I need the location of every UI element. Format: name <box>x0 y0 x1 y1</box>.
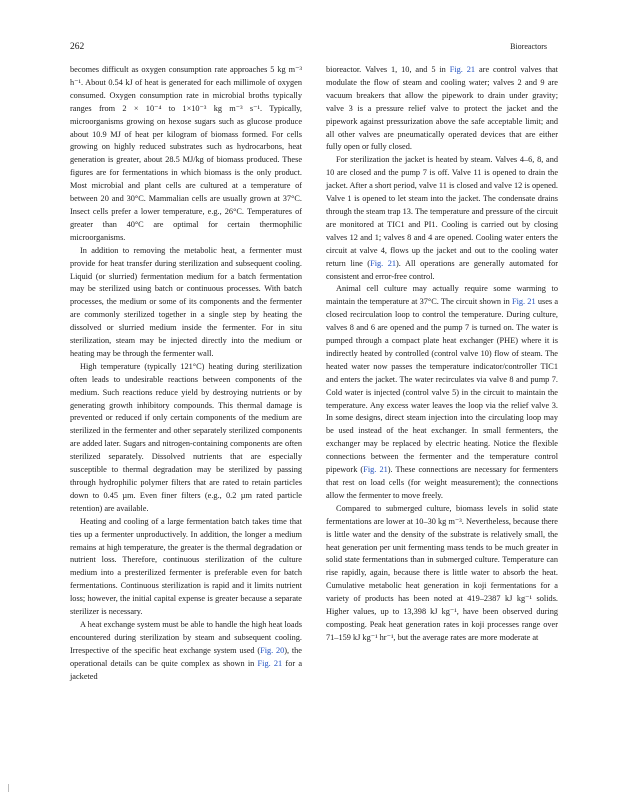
figure-reference[interactable]: Fig. 21 <box>449 65 476 74</box>
paragraph: Animal cell culture may actually require some warming to maintain the temperature at 37°C. The circuit shown in Fig. 21 uses a closed recirculation loop to control the temperature. During culture, valves 8 and 6 are opened and the pump 7 is turned on. The water is pumped through a compact plate heat exchanger (PHE) where it is indirectly heated by controlled (control valve 10) flow of steam. The heated water now passes the temperature indicator/controller TIC1 and enters the jacket. The water recirculates via valve 8 and pump 7. Cold water is injected (control valve 5) in the circuit to maintain the temperature. Any excess water leaves the loop via the relief valve 3. In some designs, direct steam injection into the circulating loop may be used instead of the heat exchanger. In small fermenters, the exchanger may be replaced by electric heating. Notice the flexible connections between the fermenter and the temperature control pipework (Fig. 21). These connections are necessary for fermenters that rest on load cells (for weight measurement); the connections allow the fermenter to move freely. <box>326 284 558 500</box>
paragraph: High temperature (typically 121°C) heating during sterilization often leads to undesirable reactions between components of the medium. Such reactions reduce yield by destroying nutrients or by generating growth inhibitory compounds. This thermal damage is prevented or reduced if only certain components of the medium are sterilized in the fermenter and other separately sterilized components are added later. Sugars and nitrogen-containing components are often sterilized separately. Dissolved nutrients that are especially susceptible to thermal degradation may be sterilized by passing through hydrophilic polymer filters that are rated to retain particles down to 0.45 µm. Even finer filters (e.g., 0.2 µm rated particle retention) are available. <box>70 361 302 513</box>
running-title: Bioreactors <box>510 42 547 51</box>
paragraph: bioreactor. Valves 1, 10, and 5 in Fig. 21 are control valves that modulate the flow of steam and cooling water; valves 2 and 9 are vacuum breakers that allow the pipework to drain under gravity; valve 3 is a pressure relief valve to protect the jacket and the pipework against pressurization above the safe acceptable limit; and all other valves are pneumatically operated devices that are either fully open or fully closed. <box>326 65 558 152</box>
paragraph: Heating and cooling of a large fermentation batch takes time that ties up a fermenter unproductively. In addition, the longer a medium remains at high temperature, the greater is the thermal degradation or nutrient loss. Therefore, continuous sterilization of the culture medium into a presterilized fermenter is preferable even for batch fermentations. Continuous sterilization is rapid and it limits nutrient loss; however, the initial capital expense is greater because a separate sterilizer is necessary. <box>70 516 302 617</box>
paragraph: becomes difficult as oxygen consumption rate approaches 5 kg m⁻³ h⁻¹. About 0.54 kJ of heat is generated for each millimole of oxygen consumed. Oxygen consumption rate in microbial broths typically ranges from 2 × 10⁻⁴ to 1×10⁻³ kg m⁻³ s⁻¹. Typically, microorganisms growing on hexose sugars such as glucose produce about 10.9 MJ of heat per kilogram of biomass formed. For cells growing on highly reduced substrates such as hydrocarbons, heat generation is greater, about 28.5 MJ/kg of biomass produced. These figures are for fermentations in which biomass is the only product. Most microbial and plant cells are cultured at a temperature of between 20 and 30°C. Mammalian cells are usually grown at 37°C. Insect cells prefer a lower temperature, e.g., 26°C. Temperatures of greater than 40°C are optimal for certain thermophilic microorganisms. <box>70 65 302 242</box>
figure-reference[interactable]: Fig. 21 <box>363 465 388 475</box>
paragraph: In addition to removing the metabolic heat, a fermenter must provide for heat transfer during sterilization and subsequent cooling. Liquid (or slurried) fermentation medium for a batch fermentation may be sterilized using batch or continuous processes. With batch processes, the medium or some of its components and the fermenter are commonly sterilized together in a single step by heating the dissolved or slurried medium inside the fermenter. For in situ sterilization, steam may be injected directly into the medium or heating may be through the fermenter wall. <box>70 245 302 358</box>
left-column <box>70 64 302 684</box>
figure-reference[interactable]: Fig. 21 <box>511 297 536 307</box>
figure-reference[interactable]: Fig. 21 <box>257 658 283 668</box>
page-header <box>70 40 547 54</box>
paragraph: A heat exchange system must be able to handle the high heat loads encountered during sterilization by steam and subsequent cooling. Irrespective of the specific heat exchange system used (Fig. 20), the operational details can be quite complex as shown in Fig. 21 for a jacketed <box>70 619 303 681</box>
paragraph: Compared to submerged culture, biomass levels in solid state fermentations are lower at 10–30 kg m⁻³. Nevertheless, because there is little water and the density of the substrate is relatively small, the heat generation per unit fermenting mass tends to be much greater in solid state fermentations than in submerged culture. Temperature can rise rapidly, again, because there is little water to absorb the heat. Cumulative metabolic heat generation in koji fermentations for a variety of products has been noted at 419–2387 kJ kg⁻¹ solids. Higher values, up to 13,398 kJ kg⁻¹, have been observed during composting. Peak heat generation rates in koji processes range over 71–159 kJ kg⁻¹ hr⁻¹, but the average rates are more moderate at <box>326 503 558 642</box>
page-number: 262 <box>70 42 85 52</box>
paragraph: For sterilization the jacket is heated by steam. Valves 4–6, 8, and 10 are closed and the pump 7 is off. Valve 11 is opened to drain the jacket. After a short period, valve 11 is closed and valve 12 is opened. Valve 1 is opened to let steam into the jacket. The condensate drains through the steam trap 13. The temperature and pressure of the circuit are monitored at TIC1 and PI1. Cooling is carried out by closing valves 12 and 1; valves 8 and 4 are opened. Cooling water enters the circuit at valve 4, flows up the jacket and out to the cooling water return line (Fig. 21). All operations are generally automated for consistent and error-free control. <box>326 155 558 281</box>
figure-reference[interactable]: Fig. 21 <box>370 258 397 268</box>
margin-mark <box>8 784 9 792</box>
right-column <box>326 64 558 645</box>
figure-reference[interactable]: Fig. 20 <box>260 645 285 655</box>
